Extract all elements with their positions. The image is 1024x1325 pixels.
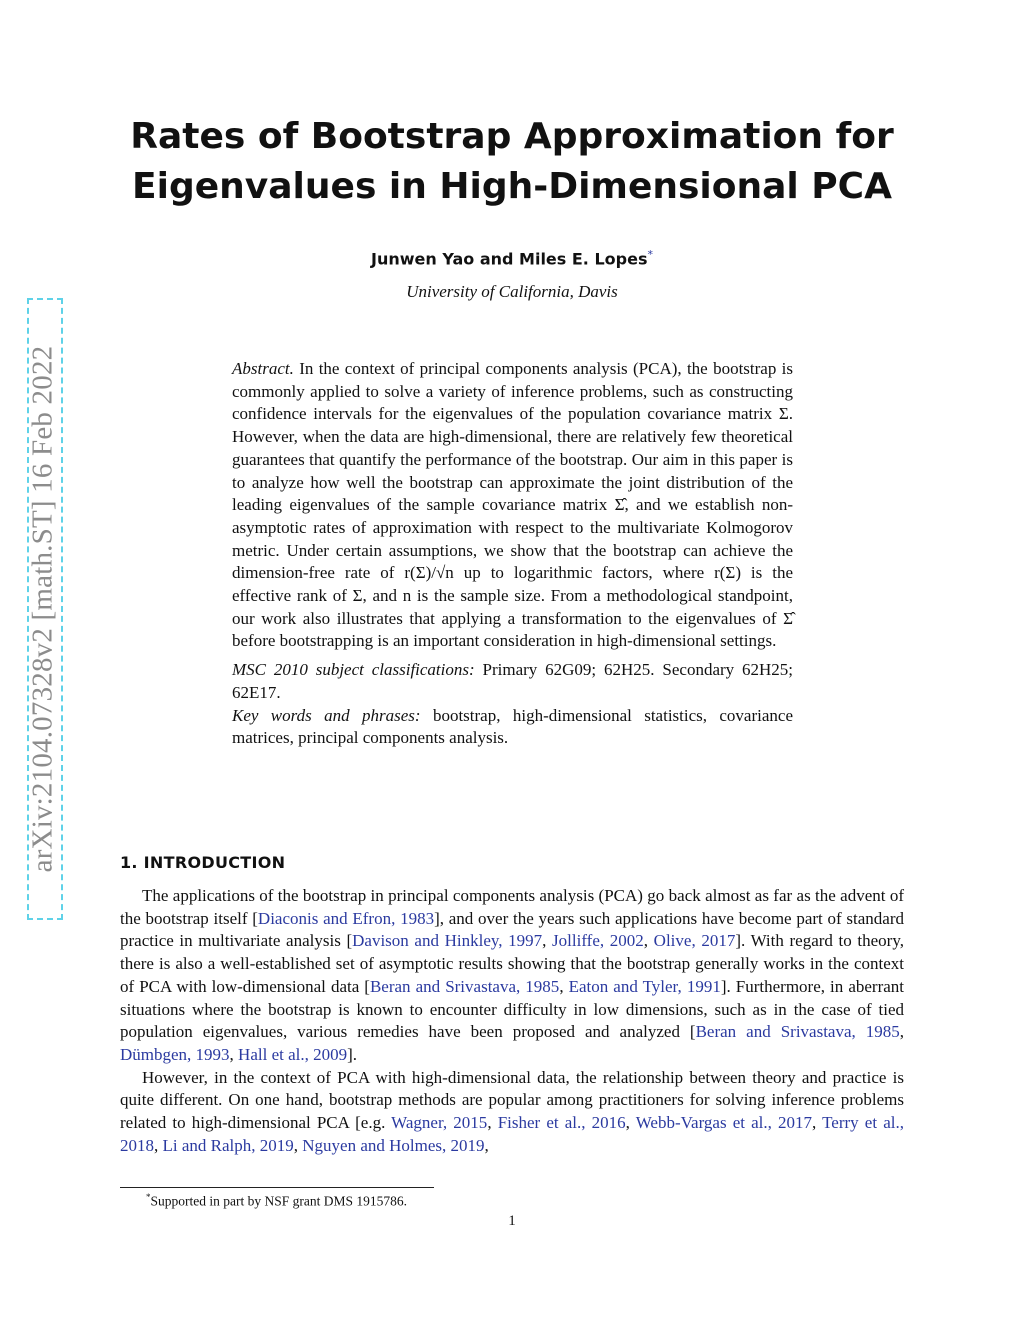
introduction-paragraph-2 — [120, 1067, 904, 1158]
page-number: 1 — [508, 1213, 516, 1229]
title-line-1: Rates of Bootstrap Approximation for — [130, 116, 894, 157]
paragraph-text: ], and over the years such applications have become part of standard practice in multivariate analysis [ — [120, 908, 904, 951]
abstract-label: Abstract. — [232, 359, 294, 378]
abstract — [232, 358, 793, 750]
citation-link[interactable]: Webb-Vargas et al., 2017 — [635, 1113, 813, 1133]
affiliation: University of California, Davis — [406, 282, 618, 301]
keywords-text: bootstrap, high-dimensional statistics, covariance matrices, principal components analysis. — [232, 705, 794, 748]
separator: , — [487, 1113, 498, 1133]
citation-link[interactable]: Wagner, 2015 — [391, 1113, 488, 1133]
paragraph-text: ]. With regard to theory, there is also a well-established set of asymptotic results showing that the bootstrap generally works in the context of PCA with low-dimensional data [ — [120, 931, 904, 996]
footnote-divider — [120, 1187, 434, 1188]
citation-link[interactable]: Nguyen and Holmes, 2019 — [302, 1135, 485, 1155]
citation-link[interactable]: Terry et al., 2018 — [120, 1113, 904, 1155]
paragraph-text: ]. Furthermore, in aberrant situations where the bootstrap is known to encounter difficulty in low dimensions, such as in the case of tied population eigenvalues, various remedies have been proposed and analyzed [ — [120, 976, 904, 1042]
msc-classifications — [232, 659, 793, 704]
separator: , — [625, 1113, 636, 1133]
msc-text: Primary 62G09; 62H25. Secondary 62H25; 62E17. — [232, 660, 794, 702]
separator: , — [643, 931, 654, 951]
author-names: Junwen Yao and Miles E. Lopes — [371, 249, 648, 269]
citation-link[interactable]: Dümbgen, 1993 — [120, 1044, 230, 1064]
separator: , — [812, 1113, 823, 1133]
citation-link[interactable]: Hall et al., 2009 — [238, 1044, 348, 1064]
separator: , — [229, 1044, 239, 1064]
author-footnote-mark[interactable]: * — [647, 248, 653, 261]
introduction-body — [120, 885, 904, 1157]
introduction-paragraph-1 — [120, 885, 904, 1067]
citation-link[interactable]: Fisher et al., 2016 — [497, 1113, 626, 1133]
authors — [120, 248, 904, 268]
footnote-mark: * — [146, 1192, 151, 1202]
separator: , — [542, 931, 553, 951]
paragraph-text: The applications of the bootstrap in principal components analysis (PCA) go back almost as far as the advent of the bootstrap itself [ — [120, 886, 904, 928]
citation-link[interactable]: Eaton and Tyler, 1991 — [568, 976, 721, 996]
title-line-2: Eigenvalues in High-Dimensional PCA — [132, 166, 892, 207]
citation-link[interactable]: Diaconis and Efron, 1983 — [257, 908, 435, 928]
separator: , — [559, 976, 569, 996]
citation-link[interactable]: Olive, 2017 — [653, 931, 736, 951]
separator: , — [484, 1135, 489, 1155]
separator: , — [293, 1135, 303, 1155]
citation-link[interactable]: Jolliffe, 2002 — [552, 931, 644, 951]
keywords-label: Key words and phrases: — [232, 705, 421, 725]
paragraph-text: ]. — [347, 1044, 358, 1064]
citation-link[interactable]: Li and Ralph, 2019 — [162, 1135, 294, 1155]
keywords — [232, 705, 793, 750]
separator: , — [154, 1135, 163, 1155]
footnote — [146, 1192, 407, 1210]
msc-label: MSC 2010 subject classifications: — [232, 660, 475, 680]
paragraph-text: However, in the context of PCA with high-dimensional data, the relationship between theory and practice is quite different. On one hand, bootstrap methods are popular among practitioners for solving inference problems related to high-dimensional PCA [e.g. — [120, 1067, 904, 1133]
citation-link[interactable]: Beran and Srivastava, 1985 — [695, 1022, 900, 1042]
arxiv-identifier: arXiv:2104.07328v2 [math.ST] 16 Feb 2022 — [26, 345, 59, 873]
abstract-body — [232, 358, 793, 653]
footnote-text: Supported in part by NSF grant DMS 1915786. — [150, 1193, 407, 1209]
abstract-text: In the context of principal components analysis (PCA), the bootstrap is commonly applied to solve a variety of inference problems, such as constructing confidence intervals for the eigenvalues of the population covariance matrix Σ. However, when the data are high-dimensional, there are relatively few theoretical guarantees that quantify the performance of the bootstrap. Our aim in this paper is to analyze how well the bootstrap can approximate the joint distribution of the leading eigenvalues of the sample covariance matrix Σ̂, and we establish non-asymptotic rates of approximation with respect to the multivariate Kolmogorov metric. Under certain assumptions, we show that the bootstrap can achieve the dimension-free rate of r(Σ)/√n up to logarithmic factors, where r(Σ) is the effective rank of Σ, and n is the sample size. From a methodological standpoint, our work also illustrates that applying a transformation to the eigenvalues of Σ̂ before bootstrapping is an important consideration in high-dimensional settings. — [232, 359, 794, 651]
separator: , — [899, 1022, 904, 1042]
section-heading-introduction: 1. INTRODUCTION — [120, 853, 286, 872]
paper-title — [120, 112, 904, 212]
citation-link[interactable]: Beran and Srivastava, 1985 — [369, 976, 560, 996]
citation-link[interactable]: Davison and Hinkley, 1997 — [352, 931, 543, 951]
